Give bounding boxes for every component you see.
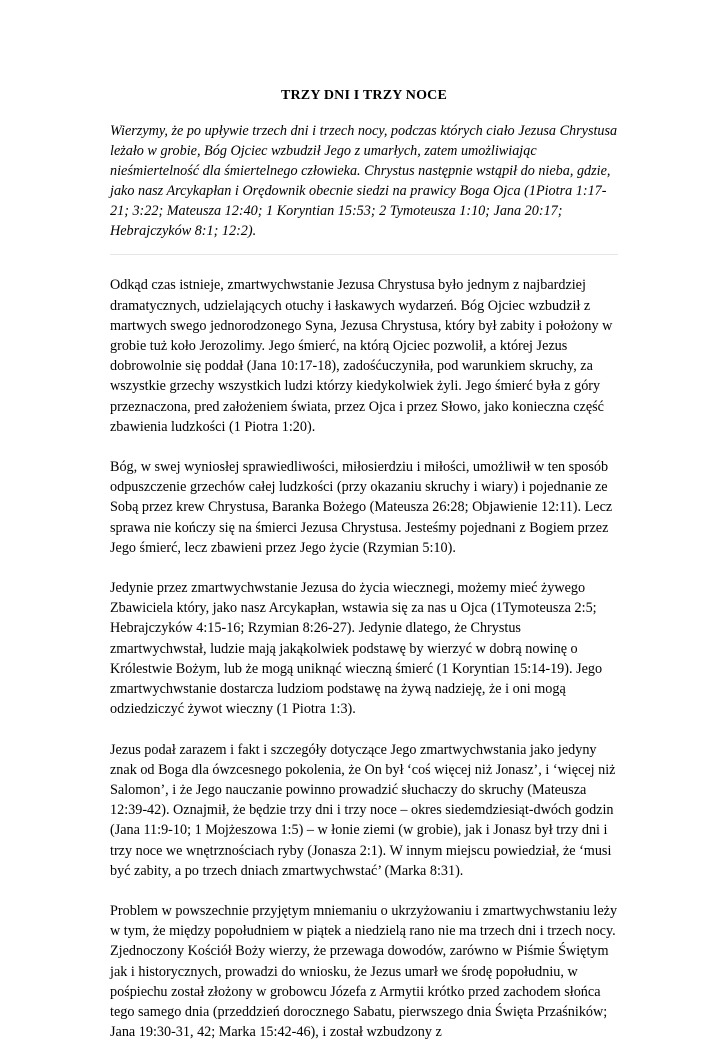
body-paragraph-3: Jedynie przez zmartwychwstanie Jezusa do życia wiecznegi, możemy mieć żywego Zbawiciela który, jako nasz Arcykapłan, wstawia się za nas u Ojca (1Tymoteusza 2:5; Hebrajczyków 4:15-16; Rzymian 8:26-27). Jedynie dlatego, że Chrystus zmartwychwstał, ludzie mają jakąkolwiek podstawę by wierzyć w dobrą nowinę o Królestwie Bożym, lub że mogą uniknąć wieczną śmierć (1 Koryntian 15:14-19). Jego zmartwychwstanie dostarcza ludziom podstawę na żywą nadzieję, że i oni mogą odziedziczyć żywot wieczny (1 Piotra 1:3). [110, 580, 603, 718]
body-paragraph-4: Jezus podał zarazem i fakt i szczegóły dotyczące Jego zmartwychwstania jako jedyny znak od Boga dla ówzcesnego pokolenia, że On był ‘coś więcej niż Jonasz’, i ‘więcej niż Salomon’, i że Jego nauczanie powinno prowadzić słuchaczy do skruchy (Mateusza 12:39-42). Oznajmił, że będzie trzy dni i trzy noce – okres siedemdziesiąt-dwóch godzin (Jana 11:9-10; 1 Mojżeszowa 1:5) – w łonie ziemi (w grobie), jak i Jonasz był trzy dni i trzy noce we wnętrznościach ryby (Jonasza 2:1). W innym miejscu powiedział, że ‘musi być zabity, a po trzech dniach zmartwychwstać’ (Marka 8:31). [110, 741, 616, 879]
document-title: TRZY DNI I TRZY NOCE [280, 88, 448, 103]
body-paragraph-5: Problem w powszechnie przyjętym mniemaniu o ukrzyżowaniu i zmartwychwstaniu leży w tym, że między popołudniem w piątek a niedzielą rano nie ma trzech dni i trzech nocy. Zjednoczony Kościół Boży wierzy, że przewaga dowodów, zarówno w Piśmie Świętym jak i historycznych, prowadzi do wniosku, że Jezus umarł we środę popołudniu, w pośpiechu został złożony w grobowcu Józefa z Armytii krótko przed zachodem słońca tego samego dnia (przeddzień dorocznego Sabatu, pierwszego dnia Święta Przaśników; Jana 19:30-31, 42; Marka 15:42-46), i został wzbudzony z [110, 902, 618, 1041]
section-divider [110, 254, 618, 255]
document-page [110, 86, 618, 1062]
intro-statement: Wierzymy, że po upływie trzech dni i trzech nocy, podczas których ciało Jezusa Chrystusa leżało w grobie, Bóg Ojciec wzbudził Jego z umarłych, zatem umożliwiając nieśmiertelność dla śmiertelnego człowieka. Chrystus następnie wstąpił do nieba, gdzie, jako nasz Arcykapłan i Orędownik obecnie siedzi na prawicy Boga Ojca (1Piotra 1:17-21; 3:22; Mateusza 12:40; 1 Koryntian 15:53; 2 Tymoteusza 1:10; Jana 20:17; Hebrajczyków 8:1; 12:2). [110, 123, 618, 239]
body-paragraph-2: Bóg, w swej wyniosłej sprawiedliwości, miłosierdziu i miłości, umożliwił w ten sposób odpuszczenie grzechów całej ludzkości (przy okazaniu skruchy i wiary) i pojednanie ze Sobą przez krew Chrystusa, Baranka Bożego (Mateusza 26:28; Objawienie 12:11). Lecz sprawa nie kończy się na śmierci Jezusa Chrystusa. Jesteśmy pojednani z Bogiem przez Jego śmierć, lecz zbawieni przez Jego życie (Rzymian 5:10). [110, 459, 613, 556]
body-paragraph-1: Odkąd czas istnieje, zmartwychwstanie Jezusa Chrystusa było jednym z najbardziej dramatycznych, udzielających otuchy i łaskawych wydarzeń. Bóg Ojciec wzbudził z martwych swego jednorodzonego Syna, Jezusa Chrystusa, który był zabity i położony w grobie tuż koło Jerozolimy. Jego śmierć, na którą Ojciec pozwolił, a której Jezus dobrowolnie się poddał (Jana 10:17-18), zadośćuczyniła, pod warunkiem skruchy, za wszystkie grzechy wszystkich ludzi którzy kiedykolwiek żyli. Jego śmierć była z góry przeznaczona, pred założeniem świata, przez Ojca i przez Słowo, jako konieczna część zbawienia ludzkości (1 Piotra 1:20). [110, 277, 613, 435]
